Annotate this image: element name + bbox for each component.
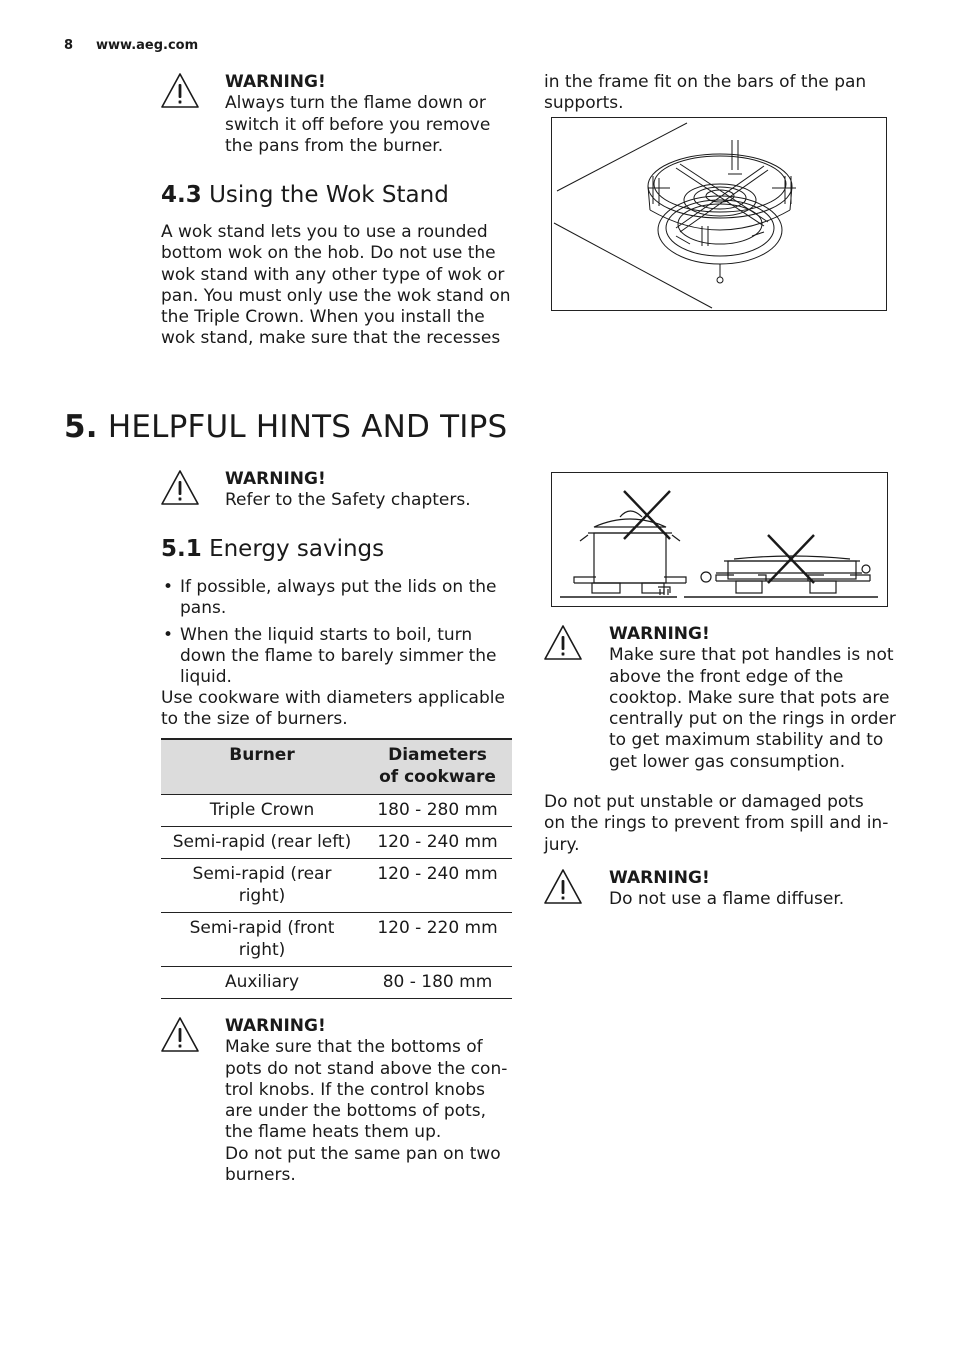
- warning-line: burners.: [225, 1165, 296, 1186]
- paragraph-line: the Triple Crown. When you install the: [161, 307, 485, 328]
- header-text: Burner: [229, 745, 295, 765]
- warning-line: centrally put on the rings in order: [609, 709, 896, 730]
- bullet-line: pans.: [180, 598, 227, 619]
- bullet-icon: •: [163, 624, 174, 645]
- paragraph-line: to the size of burners.: [161, 709, 348, 730]
- warning-line: Make sure that the bottoms of: [225, 1037, 483, 1058]
- paragraph-line: wok stand with any other type of wok or: [161, 264, 505, 285]
- paragraph-line: in the frame fit on the bars of the pan: [544, 72, 867, 92]
- cell-burner: [161, 827, 363, 859]
- warning-line: switch it off before you remove: [225, 114, 491, 135]
- warning-triangle-icon: [160, 1016, 200, 1054]
- warning-line: get lower gas consumption.: [609, 751, 846, 772]
- header-burner: [161, 739, 363, 795]
- cell-burner: [161, 795, 363, 827]
- table-row: [161, 859, 512, 913]
- warning-box-3: [160, 1016, 520, 1186]
- bullet-line: If possible, always put the lids on the: [180, 577, 497, 597]
- warning-triangle-icon: [160, 72, 200, 110]
- cell-burner: [161, 967, 363, 999]
- list-item: [161, 625, 521, 689]
- section-number: 5.1: [161, 536, 202, 562]
- table-row: [161, 913, 512, 967]
- warning-line: the pans from the burner.: [225, 135, 444, 156]
- wok-stand-illustration: [551, 117, 887, 311]
- table-header-row: [161, 739, 512, 795]
- bullet-line: down the flame to barely simmer the: [180, 645, 497, 666]
- table-row: [161, 795, 512, 827]
- burner-diameter-table: [161, 738, 512, 999]
- warning-line: pots do not stand above the con-: [225, 1058, 508, 1079]
- cell-diameter: 120 - 220 mm: [363, 913, 512, 967]
- unstable-pots-paragraph: [544, 792, 914, 856]
- warning-title: WARNING!: [609, 868, 710, 888]
- cell-text: Auxiliary: [224, 972, 300, 992]
- warning-title: WARNING!: [609, 624, 710, 644]
- paragraph-line: Use cookware with diameters applicable: [161, 688, 505, 708]
- cell-text: Triple Crown: [209, 800, 315, 820]
- energy-savings-list: [161, 577, 521, 693]
- warning-line: Do not put the same pan on two: [225, 1143, 501, 1164]
- page-number: 8: [64, 38, 74, 53]
- warning-box-4: [543, 624, 913, 773]
- bullet-line: liquid.: [180, 667, 232, 688]
- paragraph-line: supports.: [544, 93, 624, 114]
- paragraph-line: wok stand, make sure that the recesses: [161, 328, 501, 349]
- header-diameters: [363, 739, 512, 795]
- paragraph-line: on the rings to prevent from spill and in-: [544, 813, 889, 834]
- chapter-title: HELPFUL HINTS AND TIPS: [107, 409, 508, 445]
- cell-diameter: 120 - 240 mm: [363, 827, 512, 859]
- section-title: Using the Wok Stand: [209, 182, 449, 208]
- section-title: Energy savings: [209, 536, 385, 562]
- warning-title: WARNING!: [225, 1016, 326, 1036]
- warning-line: are under the bottoms of pots,: [225, 1101, 487, 1122]
- wok-stand-paragraph: [161, 222, 521, 350]
- paragraph-line: pan. You must only use the wok stand on: [161, 285, 511, 306]
- paragraph-line: jury.: [544, 834, 580, 855]
- warning-line: Do not use a flame diffuser.: [609, 889, 845, 910]
- warning-line: cooktop. Make sure that pots are: [609, 687, 890, 708]
- wok-stand-drawing: [552, 118, 886, 310]
- warning-line: Refer to the Safety chapters.: [225, 490, 471, 511]
- chapter-number: 5.: [64, 409, 98, 445]
- bullet-line: When the liquid starts to boil, turn: [180, 624, 473, 645]
- warning-triangle-icon: [543, 868, 583, 906]
- cell-text: Semi-rapid (front: [189, 918, 335, 938]
- table-row: [161, 827, 512, 859]
- cell-diameter: 80 - 180 mm: [363, 967, 512, 999]
- warning-line: Always turn the flame down or: [225, 93, 486, 114]
- warning-line: the flame heats them up.: [225, 1122, 442, 1143]
- header-text: of cookware: [379, 767, 496, 787]
- warning-title: WARNING!: [225, 469, 326, 489]
- warning-box-2: [160, 469, 520, 512]
- warning-line: above the front edge of the: [609, 666, 844, 687]
- pot-placement-illustration: [551, 472, 888, 607]
- section-number: 4.3: [161, 182, 202, 208]
- section-heading-4-3: [161, 182, 449, 208]
- pot-placement-drawing: [552, 473, 887, 606]
- cell-burner: [161, 859, 363, 913]
- cookware-paragraph: [161, 688, 521, 731]
- warning-line: to get maximum stability and to: [609, 730, 884, 751]
- warning-triangle-icon: [543, 624, 583, 662]
- cell-diameter: 180 - 280 mm: [363, 795, 512, 827]
- header-text: Diameters: [388, 745, 487, 765]
- paragraph-line: Do not put unstable or damaged pots: [544, 792, 864, 812]
- chapter-heading-5: [64, 409, 507, 445]
- warning-title: WARNING!: [225, 72, 326, 92]
- warning-box-5: [543, 868, 913, 911]
- bullet-icon: •: [163, 577, 174, 597]
- list-item: [161, 577, 521, 620]
- warning-line: trol knobs. If the control knobs: [225, 1079, 485, 1100]
- cell-text: Semi-rapid (rear left): [172, 832, 352, 852]
- warning-triangle-icon: [160, 469, 200, 507]
- cell-text: right): [238, 940, 286, 960]
- paragraph-line: A wok stand lets you to use a rounded: [161, 222, 488, 242]
- cell-burner: [161, 913, 363, 967]
- cell-diameter: 120 - 240 mm: [363, 859, 512, 913]
- wok-stand-continued: [544, 72, 904, 115]
- cell-text: right): [238, 886, 286, 906]
- site-url: www.aeg.com: [96, 38, 199, 53]
- warning-line: Make sure that pot handles is not: [609, 645, 894, 666]
- paragraph-line: bottom wok on the hob. Do not use the: [161, 243, 496, 264]
- cell-text: Semi-rapid (rear: [192, 864, 332, 884]
- section-heading-5-1: [161, 536, 384, 562]
- table-row: [161, 967, 512, 999]
- warning-box-1: [160, 72, 520, 157]
